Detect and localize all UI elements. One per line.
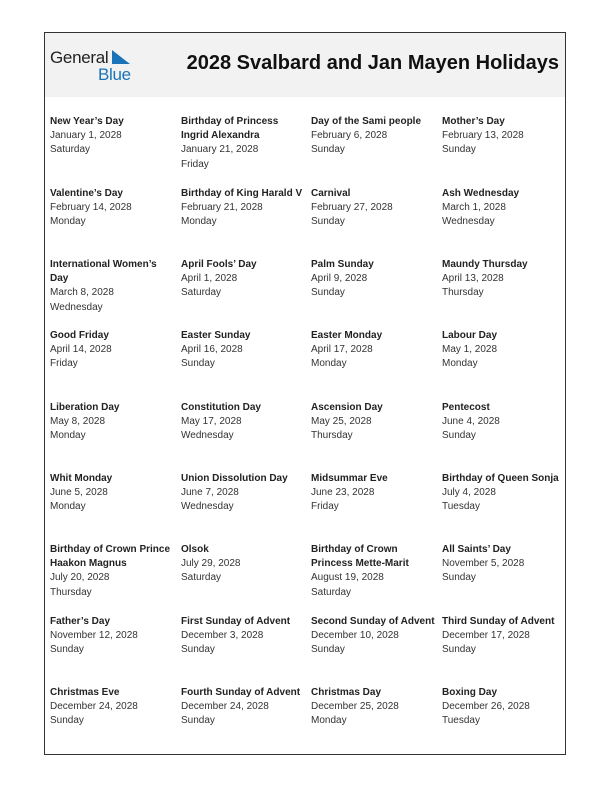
holiday-item (50, 115, 176, 158)
holiday-item (442, 472, 568, 515)
holiday-name: Birthday of Crown Prince Haakon Magnus (50, 544, 171, 570)
holiday-date: April 17, 2028 (311, 344, 373, 356)
holiday-name: International Women’s Day (50, 259, 157, 285)
holiday-weekday: Monday (181, 216, 217, 228)
holiday-weekday: Saturday (181, 287, 222, 299)
holiday-item (181, 686, 307, 729)
holiday-weekday: Thursday (442, 287, 484, 299)
holiday-name: Birthday of Queen Sonja (442, 473, 559, 484)
holiday-item (181, 615, 307, 658)
holiday-weekday: Sunday (50, 644, 84, 656)
calendar-page (44, 32, 566, 755)
holiday-weekday: Friday (50, 358, 78, 370)
holiday-date: May 17, 2028 (181, 416, 242, 428)
holiday-weekday: Saturday (181, 572, 222, 584)
holiday-weekday: Tuesday (442, 501, 480, 513)
holiday-date: April 16, 2028 (181, 344, 243, 356)
holiday-item (181, 187, 307, 230)
holiday-date: June 23, 2028 (311, 487, 375, 499)
holiday-date: November 12, 2028 (50, 630, 138, 642)
holiday-item (442, 115, 568, 158)
holiday-weekday: Sunday (50, 715, 84, 727)
logo-text-blue: Blue (98, 65, 131, 84)
holiday-weekday: Monday (442, 358, 478, 370)
page-title: 2028 Svalbard and Jan Mayen Holidays (186, 52, 559, 74)
holiday-weekday: Sunday (442, 644, 476, 656)
holiday-name: Birthday of Crown Princess Mette-Marit (311, 544, 409, 570)
holiday-item (442, 329, 568, 372)
holiday-date: December 26, 2028 (442, 701, 530, 713)
holiday-weekday: Monday (50, 216, 86, 228)
holiday-weekday: Saturday (50, 144, 91, 156)
holiday-name: Good Friday (50, 330, 109, 341)
holiday-name: Easter Monday (311, 330, 383, 341)
holiday-name: Valentine’s Day (50, 188, 123, 199)
holiday-weekday: Friday (311, 501, 339, 513)
holiday-weekday: Friday (181, 158, 209, 170)
holiday-name: Mother’s Day (442, 116, 505, 127)
holiday-item (181, 329, 307, 372)
holiday-name: Olsok (181, 544, 209, 555)
holiday-date: January 1, 2028 (50, 130, 122, 142)
holiday-name: Day of the Sami people (311, 116, 422, 127)
holiday-date: May 8, 2028 (50, 416, 106, 428)
holiday-name: Ascension Day (311, 402, 383, 413)
holiday-weekday: Monday (50, 501, 86, 513)
holiday-name: Pentecost (442, 402, 490, 413)
holiday-name: Labour Day (442, 330, 498, 341)
holiday-item (311, 187, 437, 230)
holiday-name: Whit Monday (50, 473, 113, 484)
holiday-item (181, 115, 307, 172)
holiday-date: April 1, 2028 (181, 273, 238, 285)
holiday-name: Midsummar Eve (311, 473, 388, 484)
holiday-weekday: Thursday (311, 430, 353, 442)
holiday-item (50, 543, 176, 600)
holiday-weekday: Monday (50, 430, 86, 442)
holiday-weekday: Sunday (311, 144, 345, 156)
holiday-weekday: Sunday (442, 572, 476, 584)
holiday-weekday: Sunday (311, 644, 345, 656)
holiday-weekday: Sunday (311, 216, 345, 228)
holiday-name: Christmas Eve (50, 687, 120, 698)
holiday-item (50, 615, 176, 658)
holiday-weekday: Sunday (181, 644, 215, 656)
holiday-name: Constitution Day (181, 402, 261, 413)
holiday-date: July 20, 2028 (50, 572, 110, 584)
holiday-item (311, 115, 437, 158)
holiday-weekday: Sunday (442, 144, 476, 156)
holiday-item (311, 472, 437, 515)
holiday-date: December 24, 2028 (181, 701, 269, 713)
holiday-date: December 17, 2028 (442, 630, 530, 642)
holiday-item (442, 258, 568, 301)
holiday-item (442, 615, 568, 658)
holiday-date: June 4, 2028 (442, 416, 500, 428)
holiday-date: April 14, 2028 (50, 344, 112, 356)
generalblue-logo (50, 48, 140, 84)
holiday-item (311, 329, 437, 372)
holiday-item (442, 543, 568, 586)
holiday-name: Palm Sunday (311, 259, 374, 270)
holiday-name: Carnival (311, 188, 351, 199)
holiday-item (50, 401, 176, 444)
holiday-name: Birthday of King Harald V (181, 188, 303, 199)
holiday-item (311, 615, 437, 658)
holiday-name: Boxing Day (442, 687, 498, 698)
holiday-date: January 21, 2028 (181, 144, 259, 156)
holiday-weekday: Monday (311, 358, 347, 370)
holiday-item (181, 472, 307, 515)
holiday-date: August 19, 2028 (311, 572, 384, 584)
holiday-weekday: Wednesday (181, 430, 234, 442)
holiday-date: December 25, 2028 (311, 701, 399, 713)
logo-text-general: General (50, 48, 109, 67)
holiday-date: March 1, 2028 (442, 202, 506, 214)
holiday-weekday: Wednesday (50, 301, 103, 313)
holiday-item (181, 543, 307, 586)
holiday-item (50, 472, 176, 515)
holiday-name: Union Dissolution Day (181, 473, 288, 484)
holiday-name: Ash Wednesday (442, 188, 520, 199)
holiday-weekday: Wednesday (181, 501, 234, 513)
holiday-date: February 27, 2028 (311, 202, 393, 214)
holiday-weekday: Saturday (311, 586, 352, 598)
holiday-item (181, 401, 307, 444)
holiday-item (442, 187, 568, 230)
holiday-name: First Sunday of Advent (181, 616, 291, 627)
page-header (45, 33, 565, 97)
holiday-date: June 7, 2028 (181, 487, 239, 499)
holiday-date: April 9, 2028 (311, 273, 368, 285)
holiday-name: Father’s Day (50, 616, 111, 627)
holiday-item (50, 329, 176, 372)
holiday-item (50, 686, 176, 729)
holiday-weekday: Sunday (311, 287, 345, 299)
holiday-date: May 25, 2028 (311, 416, 372, 428)
holiday-date: February 14, 2028 (50, 202, 132, 214)
holiday-weekday: Sunday (181, 715, 215, 727)
holiday-date: July 29, 2028 (181, 558, 241, 570)
holiday-item (442, 686, 568, 729)
holiday-date: November 5, 2028 (442, 558, 525, 570)
holiday-date: December 10, 2028 (311, 630, 399, 642)
holiday-item (311, 401, 437, 444)
holiday-date: December 3, 2028 (181, 630, 264, 642)
holiday-name: Birthday of Princess Ingrid Alexandra (181, 116, 279, 142)
holiday-name: Third Sunday of Advent (442, 616, 555, 627)
holiday-date: July 4, 2028 (442, 487, 496, 499)
holiday-weekday: Wednesday (442, 216, 495, 228)
holiday-item (311, 258, 437, 301)
holiday-weekday: Thursday (50, 586, 92, 598)
holiday-date: February 21, 2028 (181, 202, 263, 214)
holiday-date: May 1, 2028 (442, 344, 498, 356)
holiday-weekday: Tuesday (442, 715, 480, 727)
holiday-name: Fourth Sunday of Advent (181, 687, 301, 698)
holiday-name: Easter Sunday (181, 330, 251, 341)
holiday-item (50, 187, 176, 230)
holiday-weekday: Monday (311, 715, 347, 727)
logo-triangle-icon (112, 50, 130, 64)
holiday-name: Maundy Thursday (442, 259, 528, 270)
holiday-item (442, 401, 568, 444)
holiday-name: Second Sunday of Advent (311, 616, 435, 627)
holiday-date: June 5, 2028 (50, 487, 108, 499)
holiday-date: February 13, 2028 (442, 130, 524, 142)
holiday-name: All Saints’ Day (442, 544, 511, 555)
holiday-weekday: Sunday (442, 430, 476, 442)
holiday-name: Liberation Day (50, 402, 120, 413)
holiday-date: April 13, 2028 (442, 273, 504, 285)
holiday-name: Christmas Day (311, 687, 382, 698)
holiday-date: December 24, 2028 (50, 701, 138, 713)
holiday-date: February 6, 2028 (311, 130, 388, 142)
holiday-weekday: Sunday (181, 358, 215, 370)
holiday-name: April Fools’ Day (181, 259, 257, 270)
holiday-item (311, 543, 437, 600)
holiday-item (181, 258, 307, 301)
holiday-date: March 8, 2028 (50, 287, 114, 299)
holiday-item (311, 686, 437, 729)
holiday-name: New Year’s Day (50, 116, 124, 127)
holiday-item (50, 258, 176, 315)
